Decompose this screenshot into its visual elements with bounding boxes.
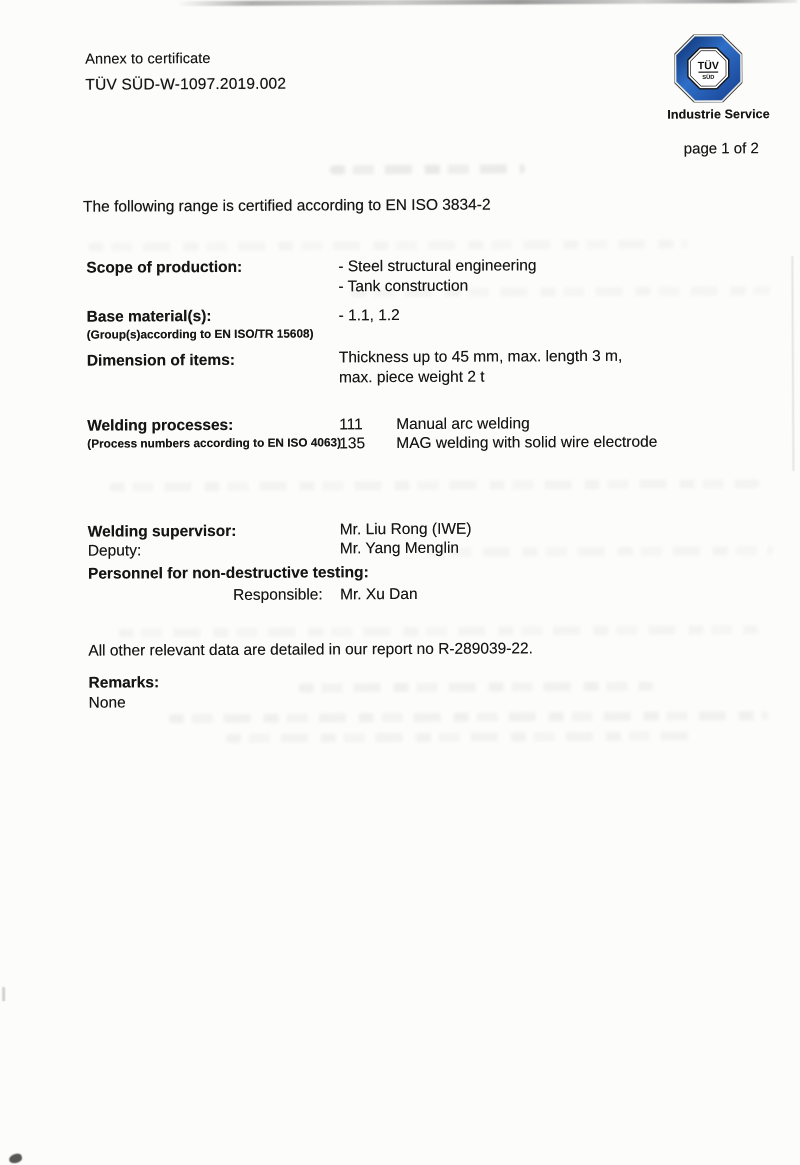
scope-label: Scope of production:	[86, 258, 243, 277]
remarks-value: None	[88, 694, 126, 712]
report-reference-line: All other relevant data are detailed in our report no R-289039-22.	[88, 640, 534, 660]
bleedthrough-artifact	[169, 711, 769, 723]
process-name: Manual arc welding	[396, 415, 530, 434]
bleedthrough-artifact	[330, 164, 525, 174]
bleedthrough-artifact	[428, 546, 773, 557]
welding-processes-label: Welding processes:	[87, 416, 234, 435]
dimension-value-line: Thickness up to 45 mm, max. length 3 m,	[338, 347, 623, 367]
bleedthrough-artifact	[226, 731, 691, 742]
responsible-label: Responsible:	[233, 586, 323, 604]
dimension-label: Dimension of items:	[86, 351, 236, 370]
remarks-label: Remarks:	[88, 674, 160, 692]
process-code: 135	[339, 435, 366, 453]
process-name: MAG welding with solid wire electrode	[396, 433, 658, 453]
scope-value-line: - Steel structural engineering	[338, 257, 537, 276]
page-number: page 1 of 2	[683, 140, 759, 158]
certificate-number: TÜV SÜD-W-1097.2019.002	[85, 75, 287, 94]
bleedthrough-artifact	[299, 682, 654, 693]
tuv-sud-logo	[674, 34, 742, 102]
dimension-value-line: max. piece weight 2 t	[338, 368, 485, 386]
bleedthrough-artifact	[109, 479, 759, 491]
scan-edge-artifact	[2, 987, 5, 1001]
scan-corner-mark	[8, 1153, 23, 1165]
scan-edge-artifact	[177, 0, 797, 6]
logo-caption: Industrie Service	[667, 107, 770, 122]
base-material-value: - 1.1, 1.2	[338, 306, 400, 325]
tuv-sud-logo-icon	[674, 34, 742, 102]
welding-processes-sublabel: (Process numbers according to EN ISO 4063)	[87, 435, 342, 451]
bleedthrough-artifact	[118, 625, 758, 637]
ndt-personnel-label: Personnel for non-destructive testing:	[87, 564, 369, 583]
welding-supervisor-label: Welding supervisor:	[87, 522, 237, 541]
deputy-value: Mr. Yang Menglin	[339, 539, 460, 558]
base-material-label: Base material(s):	[86, 307, 212, 326]
certification-heading: The following range is certified according to EN ISO 3834-2	[82, 196, 491, 216]
deputy-label: Deputy:	[87, 542, 142, 560]
scope-value-line: - Tank construction	[338, 277, 469, 295]
logo-text-sud: SÜD	[702, 74, 715, 81]
process-code: 111	[339, 416, 363, 434]
bleedthrough-artifact	[88, 239, 688, 251]
annex-title: Annex to certificate	[85, 50, 211, 68]
base-material-sublabel: (Group(s)according to EN ISO/TR 15608)	[86, 326, 314, 342]
responsible-value: Mr. Xu Dan	[340, 585, 418, 604]
logo-text-tuv: TÜV	[697, 60, 719, 73]
welding-supervisor-value: Mr. Liu Rong (IWE)	[339, 520, 472, 539]
scope-values	[338, 256, 536, 296]
dimension-values	[339, 347, 623, 387]
scan-edge-artifact	[791, 256, 794, 471]
